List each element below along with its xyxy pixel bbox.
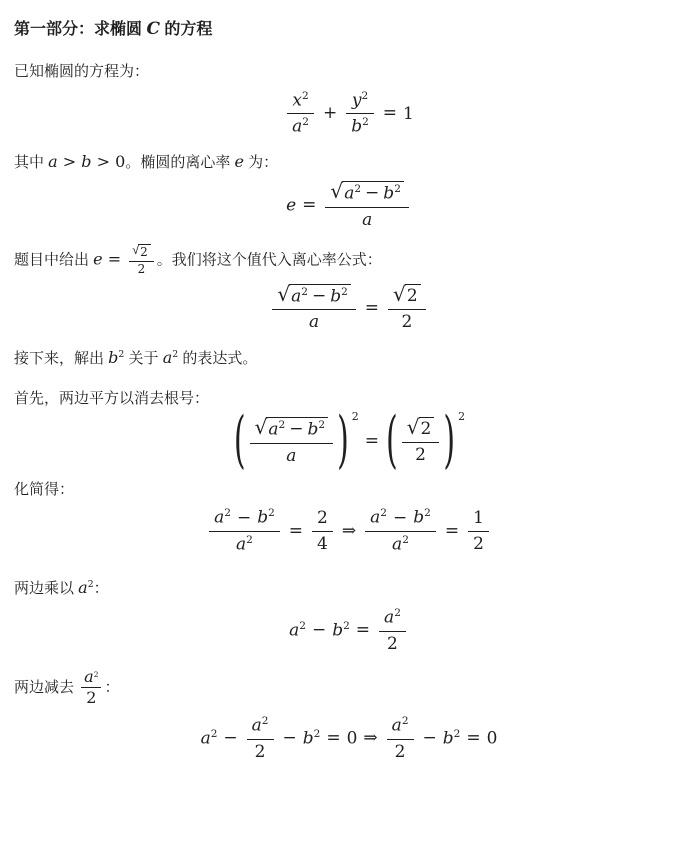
fraction: √ 2 2 xyxy=(388,282,426,336)
exponent: 2 xyxy=(351,409,359,423)
para-eccentricity-intro: 其中 a > b > 0。椭圆的离心率 e 为： xyxy=(14,152,279,172)
para-solve-b2: 接下来，解出 $b^2$ 关于 $a^2$ 的表达式。 xyxy=(14,347,258,367)
fraction: $\frac{a^2}{2}$ xyxy=(379,605,406,657)
fraction: √ $a^2 - b^2$ a xyxy=(325,179,408,233)
right-paren: ) xyxy=(443,404,456,477)
paren-group xyxy=(385,404,466,477)
para-known-equation: 已知椭圆的方程为： xyxy=(14,63,150,80)
fraction: $\frac{a^2 - b^2}{a^2}$ xyxy=(365,505,436,558)
fraction: $\frac{a^2}{2}$ xyxy=(247,713,274,765)
fraction: √ $a^2 - b^2$ a xyxy=(250,415,333,469)
para-simplify: 化简得： xyxy=(14,480,75,498)
fraction: $\frac{a^2 - b^2}{a^2}$ xyxy=(209,505,280,558)
formula-eccentricity-definition: e = √ $a^2 - b^2$ a xyxy=(14,179,684,233)
formula-multiplied: $a^2 - b^2$ = $\frac{a^2}{2}$ xyxy=(14,605,684,657)
formula-ellipse-equation: $\frac{x^2}{a^2}$ + $\frac{y^2}{b^2}$ = 1 xyxy=(14,88,684,141)
formula-substituted-eccentricity: √ $a^2 - b^2$ a = √ 2 2 xyxy=(14,282,684,336)
para-square-both-sides: 首先，两边平方以消去根号： xyxy=(14,390,210,408)
implies-arrow: ⇒ xyxy=(341,521,357,542)
heading-text: 的方程 xyxy=(159,21,213,38)
heading-text: 第一部分：求椭圆 xyxy=(14,21,147,38)
right-paren: ) xyxy=(337,404,349,477)
left-paren: ( xyxy=(386,404,398,477)
para-subtract-half-a2: 两边减去 $\frac{a^2}{2}$ ： xyxy=(14,666,120,708)
para-multiply-a2: 两边乘以 $a^2$： xyxy=(14,578,109,598)
left-paren: ( xyxy=(233,404,246,477)
sqrt-sign: √ 2 xyxy=(132,244,151,260)
exponent: 2 xyxy=(458,410,466,424)
fraction: √ $a^2 - b^2$ a xyxy=(272,282,355,336)
fraction: √ 2 2 xyxy=(402,415,440,469)
fraction: $\frac{y^2}{b^2}$ xyxy=(346,88,374,141)
sqrt-sign: √ 2 xyxy=(393,284,421,307)
implies-arrow: ⇒ xyxy=(363,728,378,749)
fraction: $\frac{a^2}{2}$ xyxy=(387,713,414,765)
inline-fraction: √ 2 2 xyxy=(129,243,154,278)
heading-var-C: C xyxy=(146,19,160,39)
section-heading xyxy=(14,16,684,39)
sqrt-sign: √ $a^2 - b^2$ xyxy=(255,417,328,441)
sqrt-sign: √ $a^2 - b^2$ xyxy=(277,284,350,308)
fraction: $\frac{1}{2}$ xyxy=(468,506,489,558)
inline-fraction: $\frac{a^2}{2}$ xyxy=(81,667,101,709)
sqrt-sign: √ 2 xyxy=(407,417,435,440)
para-given-eccentricity: 题目中给出 e = √ 2 2 。我们将这个值代入离心率公式： xyxy=(14,242,382,276)
formula-final: $a^2$ − $\frac{a^2}{2}$ − $b^2 = 0$ ⇒ $\frac{a^2}{2}$ − $b^2 = 0$ xyxy=(14,713,684,765)
formula-simplified: $\frac{a^2 - b^2}{a^2}$ = $\frac{2}{4}$ ⇒ $\frac{a^2 - b^2}{a^2}$ = $\frac{1}{2}$ xyxy=(14,505,684,558)
fraction: $\frac{2}{4}$ xyxy=(312,506,333,558)
sqrt-sign: √ $a^2 - b^2$ xyxy=(330,181,403,205)
fraction: $\frac{x^2}{a^2}$ xyxy=(287,88,314,141)
formula-squared-equation: ( √ $a^2 - b^2$ a ) 2 = ( √ 2 2 ) 2 xyxy=(233,404,466,477)
